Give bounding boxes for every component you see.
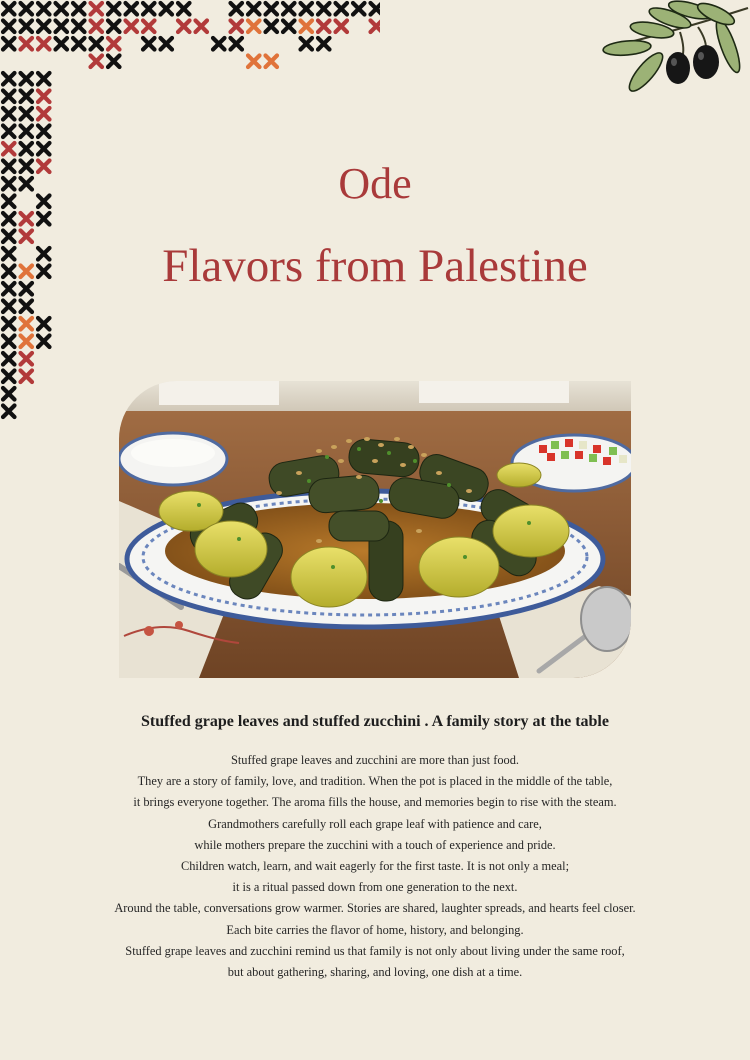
cross-stitch (3, 91, 15, 103)
cross-stitch (91, 3, 103, 15)
cross-stitch (3, 406, 15, 418)
body-line: Children watch, learn, and wait eagerly for the first taste. It is not only a meal; (180, 859, 570, 874)
cross-stitch (231, 21, 243, 33)
cross-stitch (283, 21, 295, 33)
cross-stitch (38, 3, 50, 15)
cross-stitch (161, 38, 173, 50)
cross-stitch (108, 21, 120, 33)
cross-stitch (21, 3, 33, 15)
cross-stitch (73, 21, 85, 33)
cross-stitch (21, 213, 33, 225)
cross-stitch (248, 3, 260, 15)
cross-stitch (108, 3, 120, 15)
cross-stitch (213, 38, 225, 50)
cross-stitch (21, 108, 33, 120)
cross-stitch (21, 371, 33, 383)
cross-stitch (38, 38, 50, 50)
cross-stitch (108, 56, 120, 68)
cross-stitch (318, 3, 330, 15)
cross-stitch (196, 21, 208, 33)
cross-stitch (91, 38, 103, 50)
cross-stitch (38, 318, 50, 330)
body-line: Stuffed grape leaves and zucchini remind us that family is not only about living under the same roof, (125, 943, 625, 958)
body-line: it is a ritual passed down from one generation to the next. (232, 880, 518, 895)
cross-stitch (3, 336, 15, 348)
cross-stitch (38, 126, 50, 138)
cross-stitch (38, 108, 50, 120)
body-line: Grandmothers carefully roll each grape leaf with patience and care, (208, 816, 542, 831)
cross-stitch (73, 3, 85, 15)
cross-stitch (3, 21, 15, 33)
cross-stitch (38, 21, 50, 33)
cross-stitch (38, 213, 50, 225)
subtitle: Stuffed grape leaves and stuffed zucchini . A family story at the table (141, 713, 609, 730)
cross-stitch (353, 3, 365, 15)
cross-stitch (3, 108, 15, 120)
cross-stitch (126, 3, 138, 15)
dish-photo (119, 381, 631, 678)
cross-stitch (371, 3, 381, 15)
cross-stitch (3, 301, 15, 313)
cross-stitch (318, 38, 330, 50)
cross-stitch (336, 21, 348, 33)
cross-stitch (21, 336, 33, 348)
cross-stitch (91, 56, 103, 68)
cross-stitch (21, 301, 33, 313)
cross-stitch (301, 3, 313, 15)
cross-stitch (3, 353, 15, 365)
cross-stitch (21, 21, 33, 33)
cross-stitch (21, 73, 33, 85)
cross-stitch (56, 3, 68, 15)
cross-stitch (38, 91, 50, 103)
cross-stitch (248, 21, 260, 33)
cross-stitch (21, 143, 33, 155)
stuffed-grape-leaves-and-zucchini-illustration (119, 381, 631, 678)
cross-stitch (143, 38, 155, 50)
cross-stitch (126, 21, 138, 33)
cross-stitch (38, 336, 50, 348)
cross-stitch (3, 73, 15, 85)
body-line: while mothers prepare the zucchini with a touch of experience and pride. (194, 837, 556, 852)
cross-stitch (248, 56, 260, 68)
cross-stitch (231, 3, 243, 15)
title-line-2: Flavors from Palestine (162, 240, 588, 292)
cross-stitch (301, 21, 313, 33)
tatreez-cross-stitch-pattern (0, 0, 380, 440)
body-line: Around the table, conversations grow warmer. Stories are shared, laughter spreads, and hearts feel closer. (114, 901, 636, 916)
cross-stitch (38, 73, 50, 85)
olive-branch-icon (600, 0, 750, 100)
cross-stitch (3, 143, 15, 155)
cross-stitch (266, 21, 278, 33)
cross-stitch (73, 38, 85, 50)
title-line-1: Ode (338, 159, 412, 208)
cross-stitch (336, 3, 348, 15)
cross-stitch (56, 21, 68, 33)
body-line: Stuffed grape leaves and zucchini are more than just food. (230, 753, 520, 767)
body-line: but about gathering, sharing, and loving, one dish at a time. (227, 965, 523, 980)
cross-stitch (21, 126, 33, 138)
cross-stitch (231, 38, 243, 50)
cross-stitch (266, 56, 278, 68)
cross-stitch (3, 318, 15, 330)
cross-stitch (178, 21, 190, 33)
cross-stitch (143, 21, 155, 33)
cross-stitch (108, 38, 120, 50)
cross-stitch (91, 21, 103, 33)
cross-stitch (371, 21, 381, 33)
cross-stitch (21, 38, 33, 50)
cross-stitch (21, 91, 33, 103)
body-line: Each bite carries the flavor of home, history, and belonging. (226, 922, 524, 937)
cross-stitch (178, 3, 190, 15)
cross-stitch (21, 353, 33, 365)
cross-stitch (56, 38, 68, 50)
cross-stitch (3, 213, 15, 225)
body-paragraph (0, 750, 750, 983)
cross-stitch (3, 38, 15, 50)
cross-stitch (3, 126, 15, 138)
body-line: it brings everyone together. The aroma fills the house, and memories begin to rise with the steam. (133, 795, 617, 810)
cross-stitch (21, 318, 33, 330)
cross-stitch (3, 371, 15, 383)
cross-stitch (318, 21, 330, 33)
cross-stitch (283, 3, 295, 15)
cross-stitch (266, 3, 278, 15)
cross-stitch (161, 3, 173, 15)
cross-stitch (38, 143, 50, 155)
cross-stitch (143, 3, 155, 15)
cross-stitch (3, 3, 15, 15)
body-line: They are a story of family, love, and tradition. When the pot is placed in the middle of the table, (137, 774, 613, 789)
cross-stitch (3, 388, 15, 400)
cross-stitch (301, 38, 313, 50)
